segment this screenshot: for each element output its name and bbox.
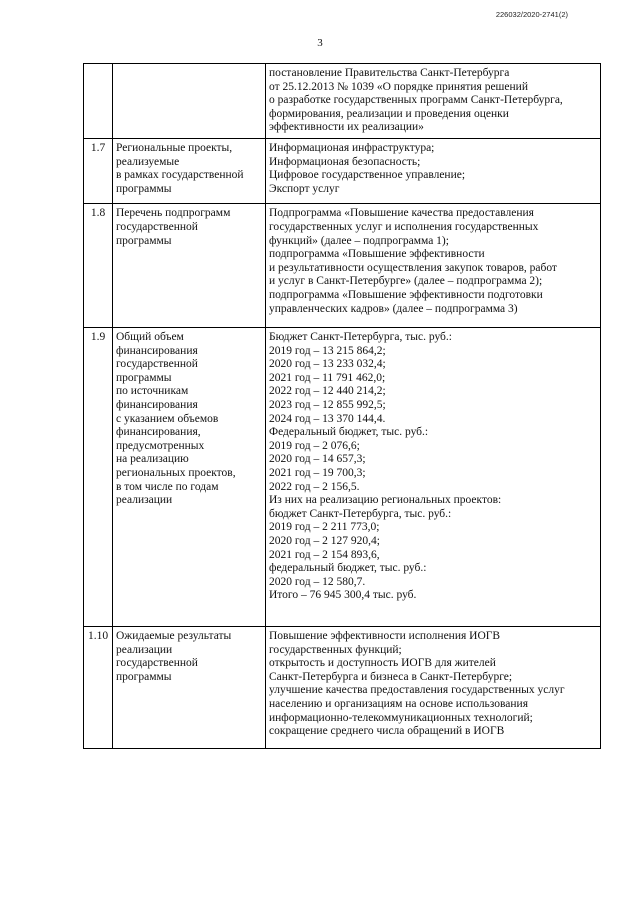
value-line: постановление Правительства Санкт-Петербурга xyxy=(269,67,510,79)
table-row xyxy=(84,626,601,748)
label-line: Ожидаемые результаты xyxy=(116,629,232,642)
value-line: 2019 год – 2 211 773,0; xyxy=(269,521,380,534)
table-row xyxy=(84,64,601,139)
label-line: реализации xyxy=(116,494,173,507)
row-label xyxy=(113,138,266,203)
value-line: Бюджет Санкт-Петербурга, тыс. руб.: xyxy=(269,331,452,344)
row-label xyxy=(113,328,266,627)
label-line: региональных проектов, xyxy=(116,467,236,480)
label-line: государственной xyxy=(116,657,198,670)
row-number: 1.8 xyxy=(84,204,113,328)
value-line: информационно-телекоммуникационных технологий; xyxy=(269,711,533,724)
label-line: государственной xyxy=(116,358,198,371)
value-line: 2021 год – 11 791 462,0; xyxy=(269,371,386,384)
value-line: управленческих кадров» (далее – подпрограмма 3) xyxy=(269,302,518,315)
label-line: на реализацию xyxy=(116,453,189,466)
row-label xyxy=(113,64,266,139)
table-row xyxy=(84,204,601,328)
value-line: 2020 год – 13 233 032,4; xyxy=(269,358,386,371)
value-line: федеральный бюджет, тыс. руб.: xyxy=(269,562,427,575)
value-line: улучшение качества предоставления государственных услуг xyxy=(269,684,565,697)
value-line: Экспорт услуг xyxy=(269,182,340,195)
value-line: Повышение эффективности исполнения ИОГВ xyxy=(269,629,501,642)
document-number: 226032/2020-2741(2) xyxy=(495,10,568,19)
value-line: формирования, реализации и проведения оценки xyxy=(269,107,509,120)
label-line: программы xyxy=(116,234,172,247)
value-line: Подпрограмма «Повышение качества предоставления xyxy=(269,207,534,220)
label-line: в рамках государственной xyxy=(116,169,244,182)
row-label xyxy=(113,204,266,328)
row-value xyxy=(266,626,601,748)
value-line: 2022 год – 2 156,5. xyxy=(269,480,360,493)
label-line: реализации xyxy=(116,643,173,656)
label-line: программы xyxy=(116,182,172,195)
value-line: государственных функций; xyxy=(269,643,402,656)
row-number xyxy=(84,64,113,139)
program-passport-table xyxy=(83,63,601,749)
value-line: 2021 год – 19 700,3; xyxy=(269,467,366,480)
value-line: Санкт-Петербурга и бизнеса в Санкт-Петербурге; xyxy=(269,670,513,683)
label-line: программы xyxy=(116,670,172,683)
value-line: подпрограмма «Повышение эффективности подготовки xyxy=(269,288,543,301)
row-number: 1.7 xyxy=(84,138,113,203)
value-line: 2023 год – 12 855 992,5; xyxy=(269,399,386,412)
row-label xyxy=(113,626,266,748)
value-line: Федеральный бюджет, тыс. руб.: xyxy=(269,426,429,439)
value-line: 2020 год – 2 127 920,4; xyxy=(269,535,380,547)
row-number: 1.9 xyxy=(84,328,113,627)
table-row xyxy=(84,328,601,627)
value-line: 2019 год – 13 215 864,2; xyxy=(269,344,386,357)
value-line: и услуг в Санкт-Петербурге» (далее – подпрограмма 2); xyxy=(269,275,543,288)
value-line: функций» (далее – подпрограмма 1); xyxy=(269,234,449,247)
value-line: Информационая инфраструктура; xyxy=(269,141,435,154)
row-number: 1.10 xyxy=(84,626,113,748)
value-line: открытость и доступность ИОГВ для жителей xyxy=(269,657,496,670)
label-line: финансирования, xyxy=(116,426,201,439)
label-line: программы xyxy=(116,371,172,384)
value-line: 2024 год – 13 370 144,4. xyxy=(269,412,386,425)
label-line: финансирования xyxy=(116,344,198,357)
label-line: государственной xyxy=(116,220,198,233)
value-line: Итого – 76 945 300,4 тыс. руб. xyxy=(269,589,417,602)
label-line: с указанием объемов xyxy=(116,412,219,425)
value-line: Информационая безопасность; xyxy=(269,155,421,168)
value-line: бюджет Санкт-Петербурга, тыс. руб.: xyxy=(269,507,452,520)
value-line: 2020 год – 14 657,3; xyxy=(269,453,366,466)
value-line: Цифровое государственное управление; xyxy=(269,169,466,182)
row-value xyxy=(266,138,601,203)
value-line: 2020 год – 12 580,7. xyxy=(269,575,366,588)
label-line: Общий объем xyxy=(116,331,184,344)
row-value xyxy=(266,328,601,627)
value-line: сокращение среднего числа обращений в ИОГВ xyxy=(269,725,505,738)
table-row xyxy=(84,138,601,203)
value-line: подпрограмма «Повышение эффективности xyxy=(269,248,485,261)
value-line: 2021 год – 2 154 893,6, xyxy=(269,548,380,561)
row-value xyxy=(266,204,601,328)
value-line: 2022 год – 12 440 214,2; xyxy=(269,385,386,398)
label-line: Региональные проекты, xyxy=(116,141,233,154)
table-body xyxy=(84,64,601,749)
value-line: 2019 год – 2 076,6; xyxy=(269,439,360,452)
label-line: предусмотренных xyxy=(116,439,205,452)
value-line: о разработке государственных программ Санкт-Петербурга, xyxy=(269,94,563,107)
label-line: финансирования xyxy=(116,399,198,412)
value-line: и результативности осуществления закупок товаров, работ xyxy=(269,261,557,274)
label-line: реализуемые xyxy=(116,155,180,168)
row-value xyxy=(266,64,601,139)
label-line: Перечень подпрограмм xyxy=(116,207,231,220)
value-line: эффективности их реализации» xyxy=(269,121,424,134)
label-line: в том числе по годам xyxy=(116,480,219,493)
value-line: населению и организациям на основе использования xyxy=(269,697,529,710)
value-line: от 25.12.2013 № 1039 «О порядке принятия решений xyxy=(269,80,528,93)
value-line: государственных услуг и исполнения государственных xyxy=(269,220,539,233)
label-line: по источникам xyxy=(116,385,189,398)
page-number: 3 xyxy=(317,37,323,49)
value-line: Из них на реализацию региональных проектов: xyxy=(269,494,502,507)
